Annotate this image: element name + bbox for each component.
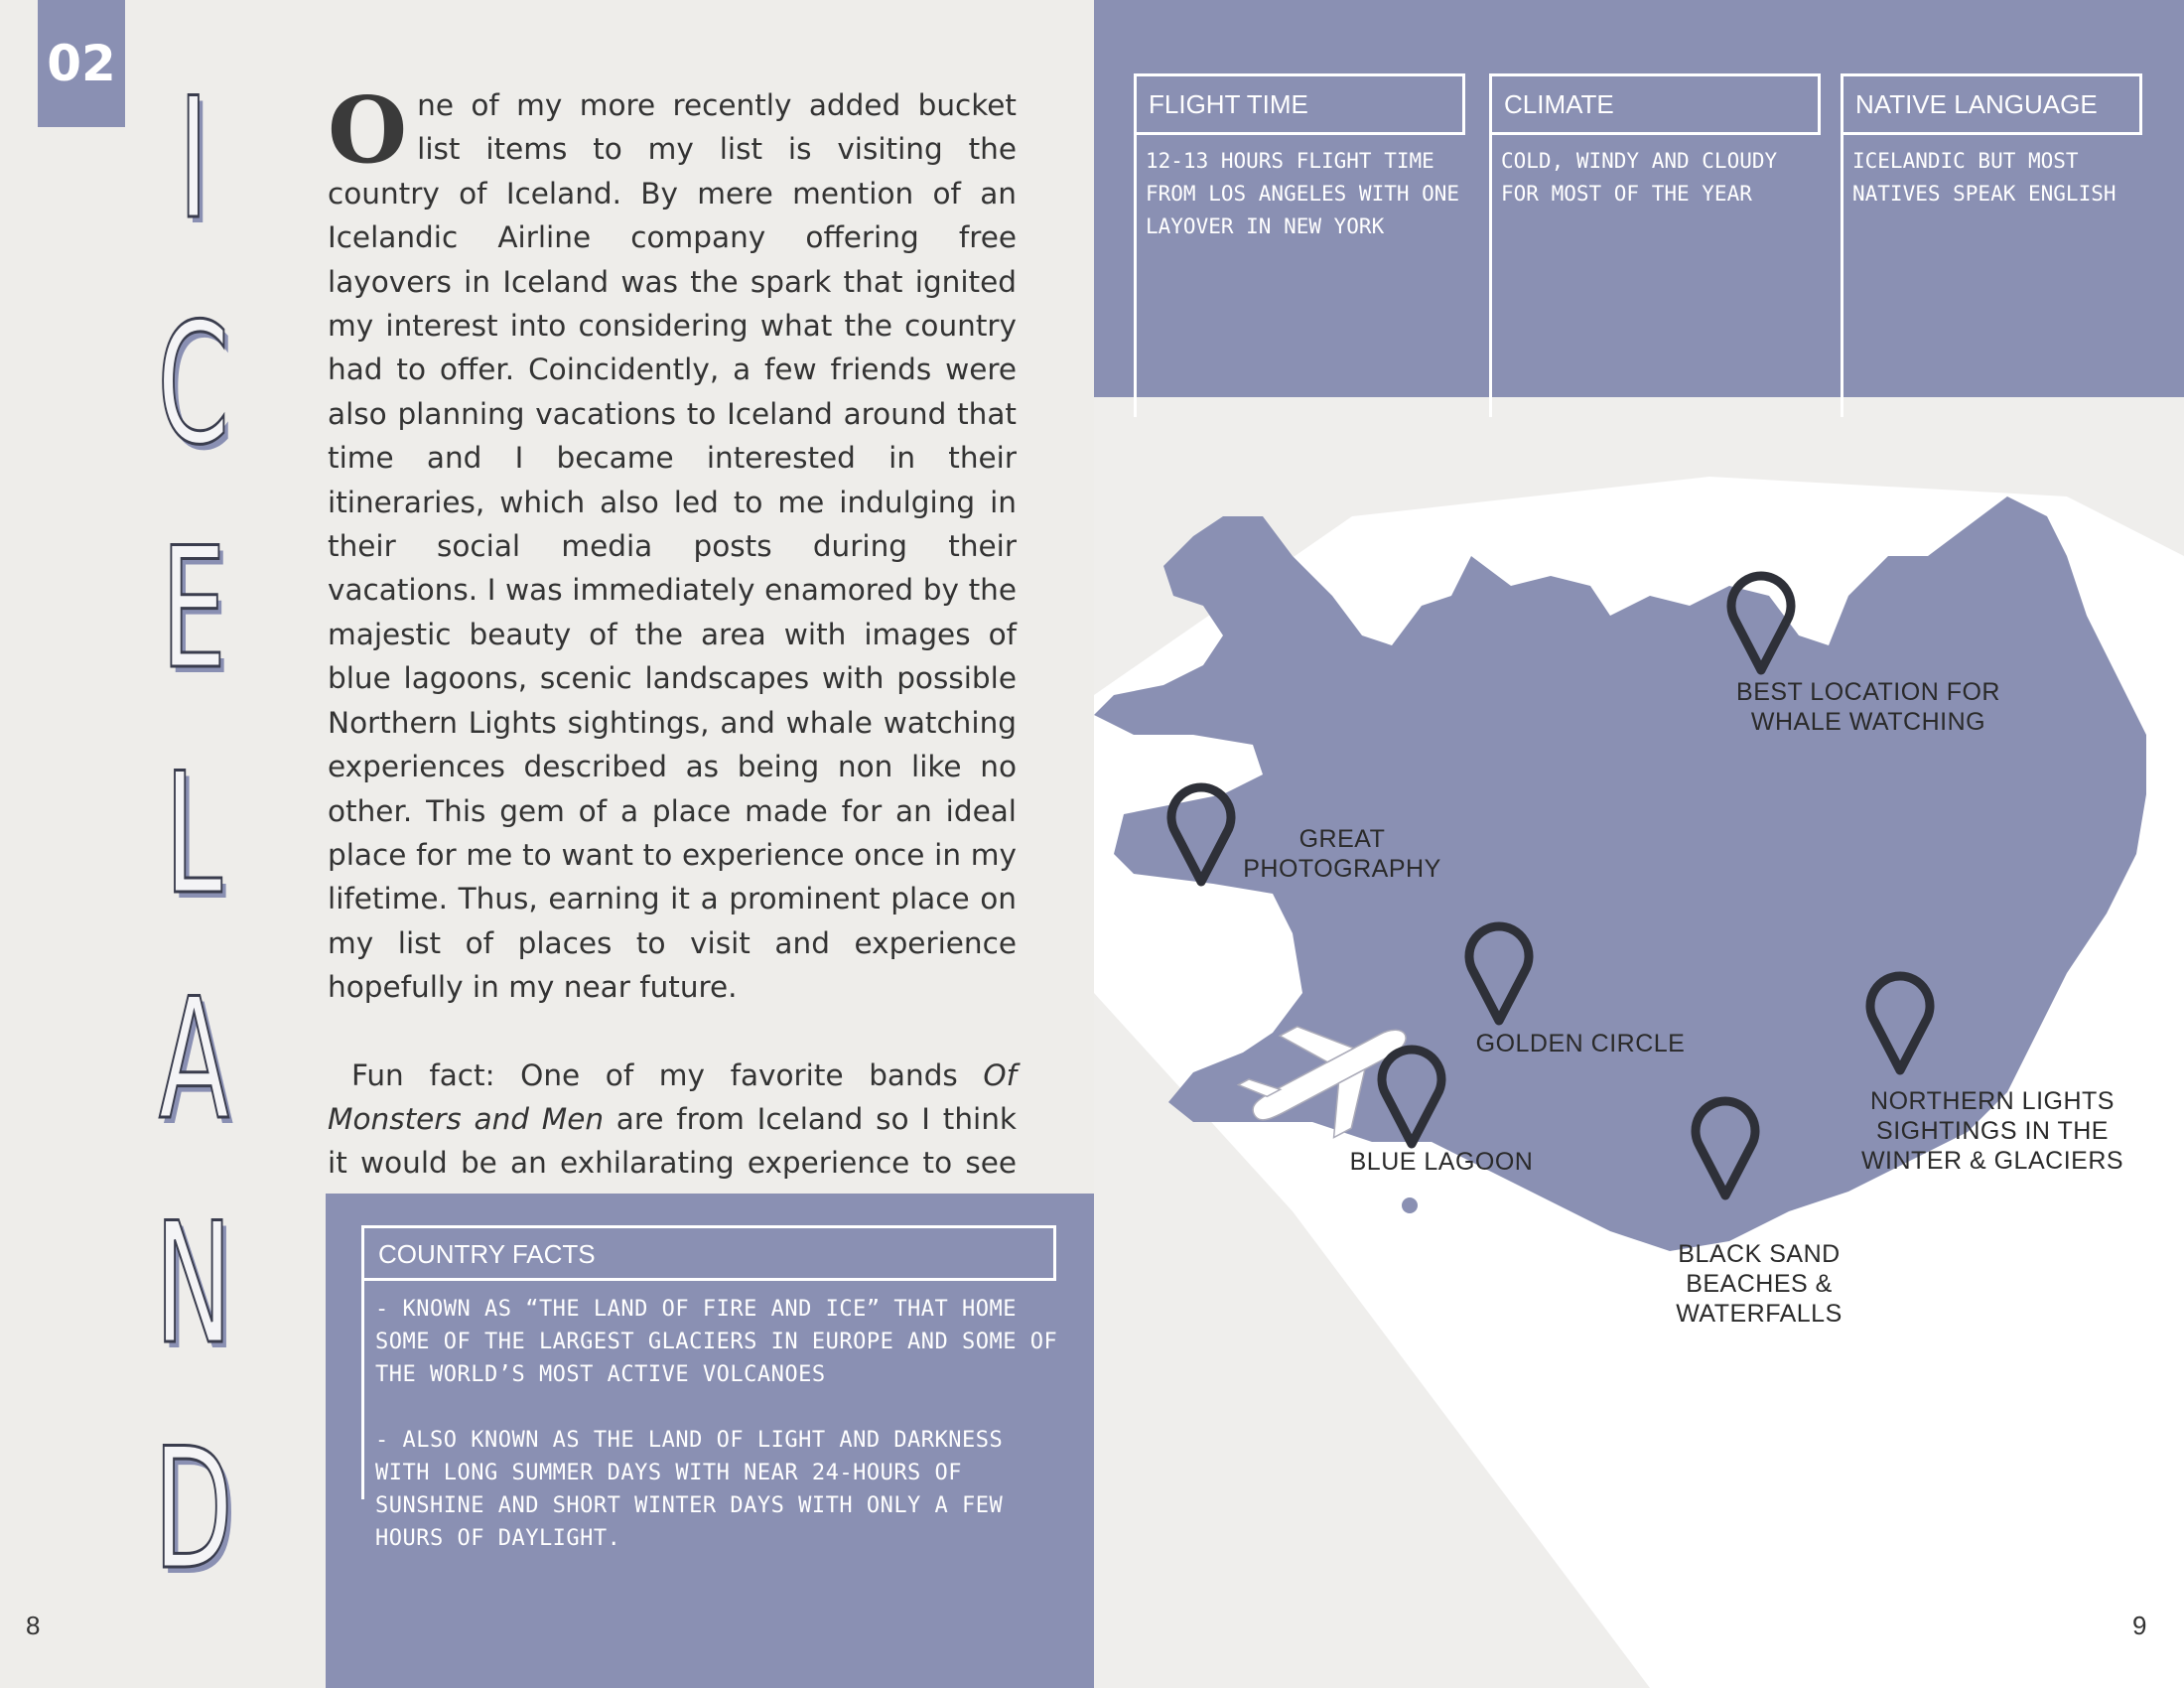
language-text: ICELANDIC BUT MOST NATIVES SPEAK ENGLISH xyxy=(1852,149,2116,206)
label-great-photography: GREAT PHOTOGRAPHY xyxy=(1243,825,1441,883)
vertical-title xyxy=(149,62,238,1607)
band-name: Of Monsters and Men xyxy=(328,1057,1017,1136)
island-dot xyxy=(1402,1197,1418,1213)
language-heading: NATIVE LANGUAGE xyxy=(1841,73,2142,135)
title-letter: C xyxy=(157,286,230,482)
label-northern-lights: NORTHERN LIGHTS SIGHTINGS IN THE WINTER & GLACIERS xyxy=(1860,1087,2124,1175)
title-letter: L xyxy=(164,736,223,931)
fact-item: - KNOWN AS “THE LAND OF FIRE AND ICE” THAT HOME SOME OF THE LARGEST GLACIERS IN EUROPE AND SOME OF THE WORLD’S MOST ACTIVE VOLCANOES xyxy=(375,1297,1058,1387)
fact-item: - ALSO KNOWN AS THE LAND OF LIGHT AND DARKNESS WITH LONG SUMMER DAYS WITH NEAR 24-HOURS OF SUNSHINE AND SHORT WINTER DAYS WITH ONLY A FEW HOURS OF DAYLIGHT. xyxy=(375,1428,1004,1551)
facts-divider xyxy=(361,1281,364,1499)
chapter-badge: 02 xyxy=(38,0,125,127)
label-black-sand: BLACK SAND BEACHES & WATERFALLS xyxy=(1676,1240,1843,1328)
climate-heading: CLIMATE xyxy=(1489,73,1821,135)
title-letter: D xyxy=(153,1411,234,1607)
page-number-left: 8 xyxy=(26,1611,41,1640)
page-number-right: 9 xyxy=(2132,1611,2147,1640)
title-letter: A xyxy=(158,961,229,1157)
intro-text: ne of my more recently added bucket list items to my list is visiting the country of Iceland. By mere mention of an Icelandic Airline company offering free layovers in Iceland was the spark that ignited my interest into considering what the country had to offer. Coincidently, a few friends were also planning vacations to Iceland around that time and I became interested in their itineraries, which also led to me indulging in their social media posts during their vacations. I was immediately enamored by the majestic beauty of the area with images of blue lagoons, scenic landscapes with possible Northern Lights sightings, and whale watching experiences described as being non like no other. This gem of a place made for an ideal place for me to want to experience once in my lifetime. Thus, earning it a prominent place on my list of places to visit and experience hopefully in my near future. xyxy=(328,88,1017,1005)
country-facts-heading: COUNTRY FACTS xyxy=(361,1225,1056,1281)
label-golden-circle: GOLDEN CIRCLE xyxy=(1475,1030,1686,1057)
fun-fact-lead: Fun fact: One of my favorite bands xyxy=(351,1057,984,1092)
label-whale-watching: BEST LOCATION FOR WHALE WATCHING xyxy=(1736,678,2000,736)
country-facts-text xyxy=(375,1293,1060,1588)
flight-time-heading: FLIGHT TIME xyxy=(1134,73,1465,135)
label-blue-lagoon: BLUE LAGOON xyxy=(1349,1148,1534,1176)
intro-paragraph xyxy=(328,76,1017,1010)
title-letter: E xyxy=(161,511,226,707)
title-letter: I xyxy=(178,62,209,256)
climate-text: COLD, WINDY AND CLOUDY FOR MOST OF THE YEAR xyxy=(1501,149,1778,206)
fun-fact-tail: are from Iceland so I think it would be an exhilarating experience to see xyxy=(328,1101,1017,1181)
flight-time-text: 12-13 HOURS FLIGHT TIME FROM LOS ANGELES WITH ONE LAYOVER IN NEW YORK xyxy=(1146,149,1460,238)
right-page xyxy=(1094,0,2184,1688)
drop-cap: O xyxy=(328,76,408,184)
country-facts-panel xyxy=(326,1194,1094,1688)
body-text xyxy=(328,76,1017,1229)
title-letter: N xyxy=(155,1187,232,1382)
